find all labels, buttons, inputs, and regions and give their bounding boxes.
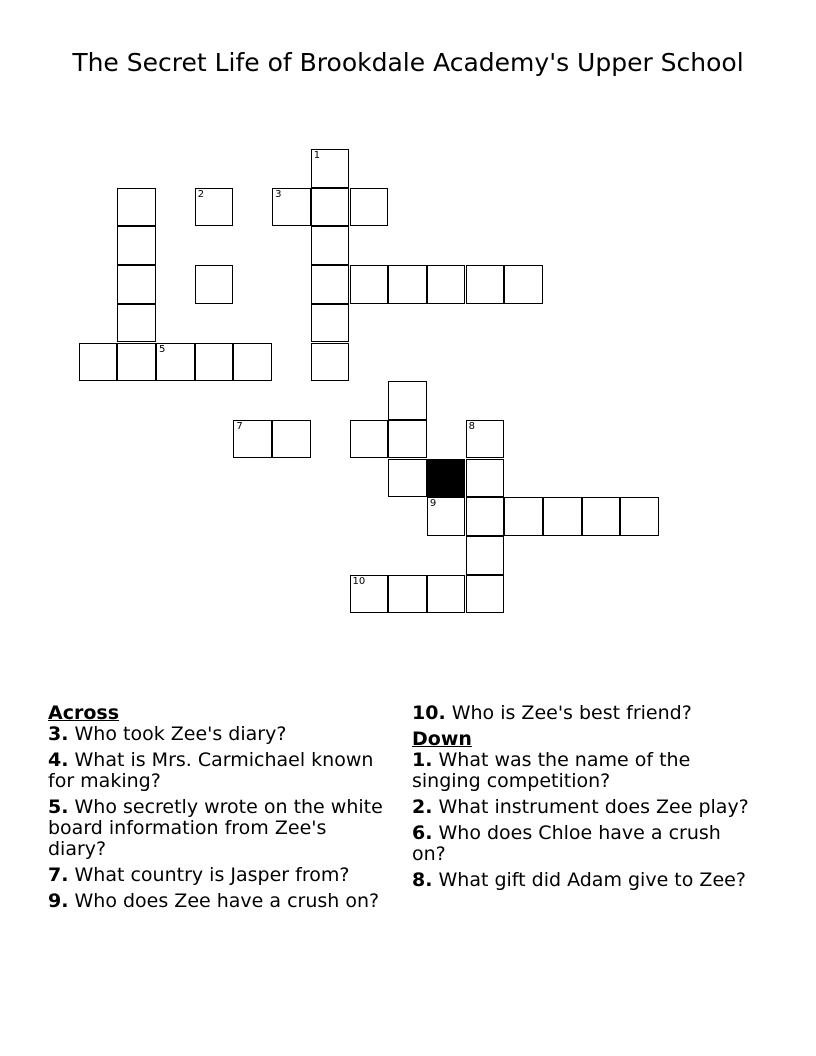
grid-cell[interactable] <box>79 343 118 382</box>
grid-cell[interactable] <box>117 226 156 265</box>
grid-cell[interactable] <box>504 265 543 304</box>
grid-cell[interactable] <box>582 497 621 536</box>
grid-cell[interactable] <box>466 459 505 498</box>
clue-down-2: 2. What instrument does Zee play? <box>412 796 749 818</box>
grid-cell[interactable] <box>195 188 234 227</box>
grid-cell[interactable] <box>350 188 389 227</box>
grid-cell[interactable] <box>543 497 582 536</box>
grid-cell[interactable] <box>466 575 505 614</box>
grid-cell[interactable] <box>272 188 311 227</box>
grid-cell[interactable] <box>311 226 350 265</box>
clue-number: 9 <box>429 498 437 510</box>
clue-number: 7 <box>236 420 243 432</box>
grid-cell[interactable] <box>427 265 466 304</box>
clue-number: 3 <box>275 188 282 200</box>
clue-across-10: 10. Who is Zee's best friend? <box>412 702 692 724</box>
grid-cell[interactable] <box>117 343 156 382</box>
grid-cell[interactable] <box>620 497 659 536</box>
clue-down-8: 8. What gift did Adam give to Zee? <box>412 869 746 891</box>
grid-cell[interactable] <box>427 575 466 614</box>
clue-column-left <box>48 703 388 917</box>
clue-across-5: 5. Who secretly wrote on the white board information from Zee's diary? <box>48 796 383 860</box>
clue-number: 5 <box>159 343 166 355</box>
grid-cell[interactable] <box>388 459 427 498</box>
clue-across-3: 3. Who took Zee's diary? <box>48 723 287 745</box>
grid-cell[interactable] <box>233 420 272 459</box>
grid-cell[interactable] <box>350 420 389 459</box>
clue-across-7: 7. What country is Jasper from? <box>48 864 350 886</box>
grid-cell[interactable] <box>466 497 505 536</box>
clue-column-right <box>412 703 752 896</box>
clue-number: 2 <box>197 188 205 200</box>
clue-number: 1 <box>313 150 321 161</box>
grid-cell[interactable] <box>466 420 505 459</box>
grid-cell[interactable] <box>427 497 466 536</box>
grid-cell[interactable] <box>388 420 427 459</box>
grid-cell[interactable] <box>311 265 350 304</box>
grid-cell[interactable] <box>388 265 427 304</box>
grid-cell[interactable] <box>311 343 350 382</box>
grid-cell[interactable] <box>156 343 195 382</box>
grid-cell[interactable] <box>350 265 389 304</box>
grid-cell[interactable] <box>388 575 427 614</box>
grid-cell[interactable] <box>311 149 350 188</box>
grid-cell[interactable] <box>466 265 505 304</box>
grid-cell[interactable] <box>272 420 311 459</box>
clue-across-9: 9. Who does Zee have a crush on? <box>48 890 380 912</box>
grid-cell[interactable] <box>233 343 272 382</box>
grid-cell[interactable] <box>311 188 350 227</box>
grid-cell[interactable] <box>466 536 505 575</box>
grid-cell[interactable] <box>117 188 156 227</box>
clue-down-1: 1. What was the name of the singing competition? <box>412 749 691 792</box>
puzzle-title: The Secret Life of Brookdale Academy's Upper School <box>72 48 744 77</box>
grid-cell[interactable] <box>195 343 234 382</box>
down-heading: Down <box>412 728 472 750</box>
grid-cell[interactable] <box>117 265 156 304</box>
grid-cell[interactable] <box>504 497 543 536</box>
clue-number: 10 <box>352 575 366 587</box>
grid-cell[interactable] <box>388 381 427 420</box>
grid-block <box>427 459 466 498</box>
across-heading: Across <box>48 702 120 724</box>
grid-cell[interactable] <box>311 304 350 343</box>
clue-down-6: 6. Who does Chloe have a crush on? <box>412 822 721 865</box>
clue-across-4: 4. What is Mrs. Carmichael known for making? <box>48 749 374 792</box>
grid-cell[interactable] <box>195 265 234 304</box>
clue-number: 8 <box>468 420 475 432</box>
grid-cell[interactable] <box>117 304 156 343</box>
grid-cell[interactable] <box>350 575 389 614</box>
